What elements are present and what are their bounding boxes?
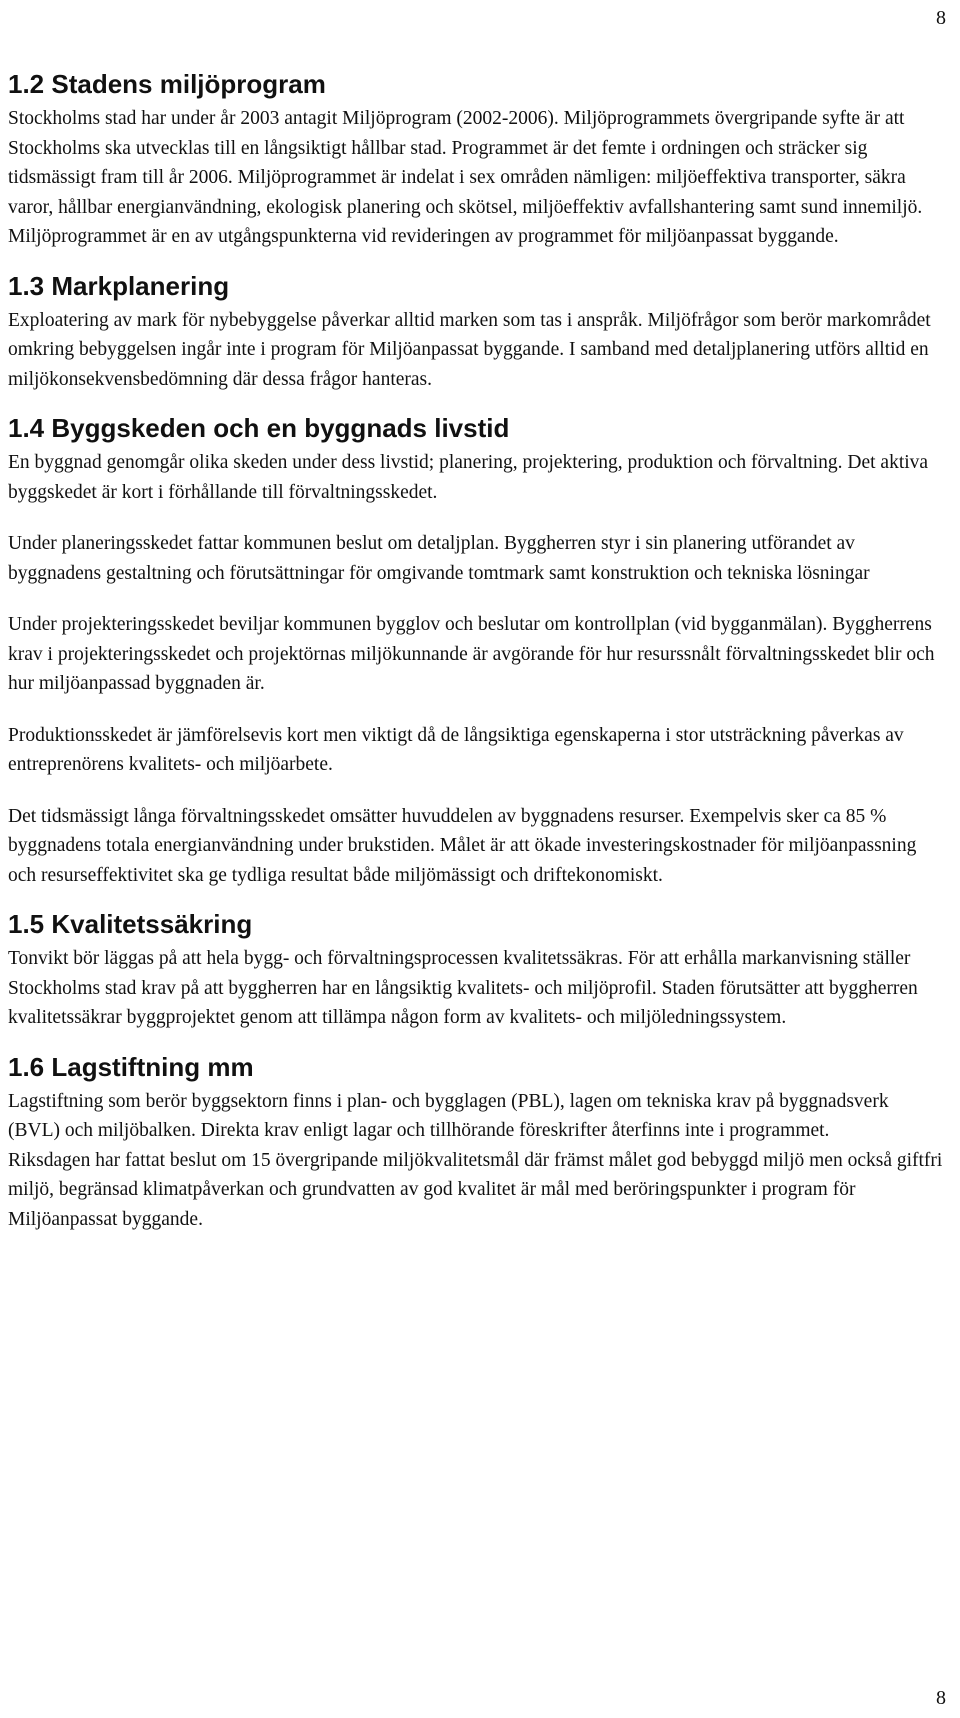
document-body	[8, 68, 944, 1252]
section-markplanering	[8, 270, 944, 395]
section-heading: 1.3 Markplanering	[8, 270, 230, 301]
paragraph: Lagstiftning som berör byggsektorn finns i plan- och bygglagen (PBL), lagen om tekniska krav på byggnadsverk (BVL) och miljöbalken. Direkta krav enligt lagar och tillhörande föreskrifter återfinns inte i programmet.	[8, 1090, 889, 1141]
section-stadens-miljoprogram	[8, 68, 944, 252]
paragraph: Under planeringsskedet fattar kommunen beslut om detaljplan. Byggherren styr i sin planering utförandet av byggnadens gestaltning och förutsättningar för omgivande tomtmark samt konstruktion och tekniska lösningar	[8, 533, 870, 584]
page-number-bottom: 8	[936, 1687, 946, 1709]
paragraph: Produktionsskedet är jämförelsevis kort men viktigt då de långsiktiga egenskaperna i stor utsträckning påverkas av entreprenörens kvalitets- och miljöarbete.	[8, 724, 904, 775]
section-kvalitetssakring	[8, 908, 944, 1033]
paragraph: Stockholms stad har under år 2003 antagit Miljöprogram (2002-2006). Miljöprogrammets övergripande syfte är att Stockholms ska utvecklas till en långsiktigt hållbar stad. Programmet är det femte i ordningen och sträcker sig tidsmässigt fram till år 2006. Miljöprogrammet är indelat i sex områden nämligen: miljöeffektiva transporter, säkra varor, hållbar energianvändning, ekologisk planering och skötsel, miljöeffektiv avfallshantering samt sund innemiljö. Miljöprogrammet är en av utgångspunkterna vid revideringen av programmet för miljöanpassat byggande.	[8, 108, 923, 247]
section-heading: 1.4 Byggskeden och en byggnads livstid	[8, 413, 510, 443]
section-heading: 1.5 Kvalitetssäkring	[8, 909, 253, 939]
page-number-top: 8	[936, 7, 946, 29]
paragraph: En byggnad genomgår olika skeden under dess livstid; planering, projektering, produktion och förvaltning. Det aktiva byggskedet är kort i förhållande till förvaltningsskedet.	[8, 452, 929, 503]
paragraph: Exploatering av mark för nybebyggelse påverkar alltid marken som tas i anspråk. Miljöfrågor som berör markområdet omkring bebyggelsen ingår inte i program för Miljöanpassat byggande. I samband med detaljplanering utförs alltid en miljökonsekvensbedömning där dessa frågor hanteras.	[8, 309, 931, 390]
section-lagstiftning	[8, 1051, 944, 1235]
paragraph: Under projekteringsskedet beviljar kommunen bygglov och beslutar om kontrollplan (vid bygganmälan). Byggherrens krav i projekteringsskedet och projektörnas miljökunnande är avgörande för hur resurssnålt förvaltningsskedet blir och hur miljöanpassad byggnaden är.	[8, 614, 935, 694]
paragraph: Riksdagen har fattat beslut om 15 övergripande miljökvalitetsmål där främst målet god bebyggd miljö men också giftfri miljö, begränsad klimatpåverkan och grundvatten av god kvalitet är mål med beröringspunkter i program för Miljöanpassat byggande.	[8, 1149, 943, 1230]
paragraph: Det tidsmässigt långa förvaltningsskedet omsätter huvuddelen av byggnadens resurser. Exempelvis sker ca 85 % byggnadens totala energianvändning under brukstiden. Målet är att ökade investeringskostnader för miljöanpassning och resurseffektivitet ska ge tydliga resultat både miljömässigt och driftekonomiskt.	[8, 805, 917, 886]
section-heading: 1.6 Lagstiftning mm	[8, 1051, 254, 1082]
paragraph: Tonvikt bör läggas på att hela bygg- och förvaltningsprocessen kvalitetssäkras. För att erhålla markanvisning ställer Stockholms stad krav på att byggherren har en långsiktig kvalitets- och miljöprofil. Staden förutsätter att byggherren kvalitetssäkrar byggprojektet genom att tillämpa någon form av kvalitets- och miljöledningssystem.	[8, 948, 918, 1028]
section-heading: 1.2 Stadens miljöprogram	[8, 69, 326, 99]
section-byggskeden	[8, 412, 944, 890]
